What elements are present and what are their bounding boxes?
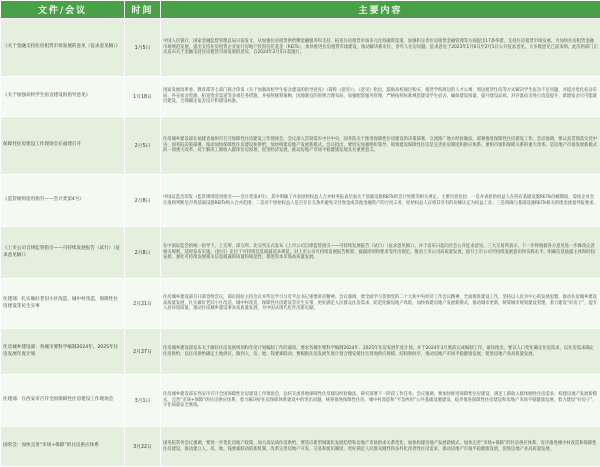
- table-row: [1, 279, 600, 329]
- row-doc: 住房城乡建设部：各城市要科学编制2024年、2025年住房发展年度计划: [1, 329, 125, 375]
- header-doc: 文件/会议: [1, 1, 125, 19]
- row-doc: 《监管规则适用指引——会计类第4号》: [1, 175, 125, 227]
- table-row: [1, 329, 600, 375]
- row-date: 1月5日: [125, 19, 161, 77]
- table-header: [1, 1, 600, 19]
- row-doc: 《关于加强高校学生宿舍建设的指导意见》: [1, 77, 125, 117]
- row-doc: 《上市公司自律监管指引——可持续发展报告（试行）（征求意见稿）》: [1, 227, 125, 279]
- row-content: 国务院常务会议强调，要进一步优化房地产政策，加大高品质住房供给，要适应新型城镇化发展趋势和房地产市场供求关系变化，加快构建房地产发展新模式，加快完善“市场+保障”的住房供应体系，有序推进城中村改造和保障性住房建设，推动建立人、房、地、钱要素联动的新机制，改革完善房地产开发、交易和使用制度，更好满足人民群众刚性和多样化改善性住房需求，推动房地产市场平稳健康发展，促进房地产业高质量发展。: [161, 427, 600, 467]
- row-doc: 保障性住房建设工作现场会在福建召开: [1, 117, 125, 175]
- table-row: [1, 117, 600, 175]
- table-row: [1, 427, 600, 467]
- row-content: 在中国证监会的统一指导下，上交所、深交所、北交所正式发布《上市公司自律监管指引——可持续发展报告（试行）（征求意见稿）》，并于发布日起向社会公开征求意见。三大交易所表示，下一步将根据各方意见进一步修改完善相关规则，适时发布实施。《指引》定位于可持续信息披露基本规范，对上市公司可持续发展报告框架、披露原则和要求等作出规定，推动上市公司高质量发展，提升上市公司可持续发展意识和实践水平，明确信息披露主体和时间安排，强化可持续发展相关信息披露的质量和规范性，推进资本市场高质量发展。: [161, 227, 600, 279]
- row-date: 2月21日: [125, 279, 161, 329]
- table-row: [1, 375, 600, 427]
- row-date: 2月8日: [125, 227, 161, 279]
- table-row: [1, 77, 600, 117]
- table-row: [1, 175, 600, 227]
- row-doc: 住建部：扎实做好老旧小区改造、城中村改造、保障性住房建设等民生实事: [1, 279, 125, 329]
- row-date: 2月27日: [125, 329, 161, 375]
- row-content: 住房城乡建设部发布关于做好住房发展规划和年度计划编制工作的通知，要求各城市要科学编制2024年、2025年住房发展年度计划，并于2024年3月底前完成编制工作。通知指出，要以人口变化确定住房需求，以住房需求确定住房供给，以住房供给确定土地供应，做到人、房、地、钱要素联动；要根据住房发展年度计划合理安排住宅用地供应规模、结构和时序，推动房地产市场平稳健康发展，促进房地产业高质量发展。: [161, 329, 600, 375]
- row-doc: 《关于金融支持住房租赁市场发展的意见（征求意见稿）》: [1, 19, 125, 77]
- row-date: 2月5日: [125, 117, 161, 175]
- row-date: 2月8日: [125, 175, 161, 227]
- row-content: 住房城乡建设部在西安市召开全国保障性住房建设工作现场会，总结交流各地保障性住房建设经验做法，研究部署下一阶段工作任务。会议强调，要加快推进保障性住房建设，满足工薪收入群体刚性住房需求，构建房地产发展新模式，完善“市场+保障”的住房供应体系，着力解决好住房保障体系建设中的突出问题，统筹推进保障性住房、城中村改造和“平急两用”公共基础设施建设，稳步推进保障性住房建设和房地产市场平稳健康发展，着力建设“好房子”，守住质量安全底线。: [161, 375, 600, 427]
- table-row: [1, 19, 600, 77]
- row-doc: 国常会：加快完善“市场+保障”的住房供应体系: [1, 427, 125, 467]
- header-content: 主要内容: [161, 1, 600, 19]
- row-content: 住房城乡建设部在福建省福州市召开保障性住房建设工作现场会，会议深入贯彻落实中共中央、国务院关于推进保障性住房建设的决策部署，交流推广地方经验做法，部署推进保障性住房建设工作。会议强调，要认真贯彻落实党中央、国务院决策部署，推动加快保障性住房建设和供给，加快构建房地产发展新模式。会议指出，要切实加强组织领导，规划建设保障性住房是完善住房制度和供应体系、重构市场和保障关系的重大改革，是房地产市场发展新模式的一项重大改革，对于解决工薪收入群体住房困难，促进经济发展，推动房地产市场平稳健康发展具有重要意义。: [161, 117, 600, 175]
- header-date: 时间: [125, 1, 161, 19]
- row-content: 国家发展改革委、教育部等七部门联合印发《关于加强高校学生宿舍建设的指导意见》（简称《意见》）。《意见》指出，鼓励高校通过购买、租赁学校周边的人才公寓、周边租赁住房等方式解决学生宿舍不足问题，并提出优化宿舍布局、补充宿舍资源、拓宽资金渠道等多项任务措施，并按照统筹兼顾、因地制宜的原则合理布局，加强配套服务管理，严格按照标准规范建设学生宿舍，确保建设质量，提升建设品质。对存量宿舍进行改造提升、新建宿舍尽可能就近建设，合理确定宿舍设计和建设标准。: [161, 77, 600, 117]
- table-row: [1, 227, 600, 279]
- row-content: 中国证监会印发《监管规则适用指引——会计类第4号》，其中明确了并表原始权益人合并财务报表层面关于基础设施REITs的会计处理等相关规定。主要内容包括：一是并表原始权益人在持有基础设施REITs份额期间，需按企业会计准则判断是否将基础设施REITs纳入合并范围；二是对于原始权益人是否存在无条件避免交付现金或其他金融资产的合同义务，原始权益人应将其享有的份额认定为权益工具；三是明确与基础设施REITs相关的现金流量列报要求。: [161, 175, 600, 227]
- row-date: 1月18日: [125, 77, 161, 117]
- row-content: 中国人民银行、国家金融监督管理总局日前发文，从加强住房租赁供给侧金融服务和支持、拓宽住房租赁市场多元化投融资渠道、加强和完善住房租赁金融管理等方面提出17条举措，支持住房租赁市场发展。为加快住房租赁金融市场规范发展，提出支持住房租赁企业发行房地产投资信托基金（REITs），加快推进住房租赁市场建设，推动解决新市民、青年人住房问题。征求意见于2023年1月6日至2月5日公开征求意见，大多数意见已获采纳。此次两部门正式发布关于金融支持住房租赁市场发展的意见，自2024年2月5日起施行。: [161, 19, 600, 77]
- row-date: 3月22日: [125, 427, 161, 467]
- row-doc: 住建部：在西安市召开全国保障性住房建设工作现场会: [1, 375, 125, 427]
- row-content: 住房城乡建设部召开部党组会议，部长倪虹主持会议并传达学习习近平总书记重要讲话精神。会议强调，要全面学习贯彻党的二十大和中央经济工作会议精神，全面推进建设工作，坚持以人民为中心的发展思想，推动住房城乡建设高质量发展，扎实做好老旧小区改造、城中村改造、保障性住房建设等民生实事，更好满足人民群众住房需求，防范化解房地产风险，加快构建房地产发展新模式，推动城市更新，统筹城市规划建设管理，着力建设“好房子”，提升人居环境质量，推动住房城乡建设事业高质量发展，为中国式现代化作出新贡献。: [161, 279, 600, 329]
- row-date: 3月1日: [125, 375, 161, 427]
